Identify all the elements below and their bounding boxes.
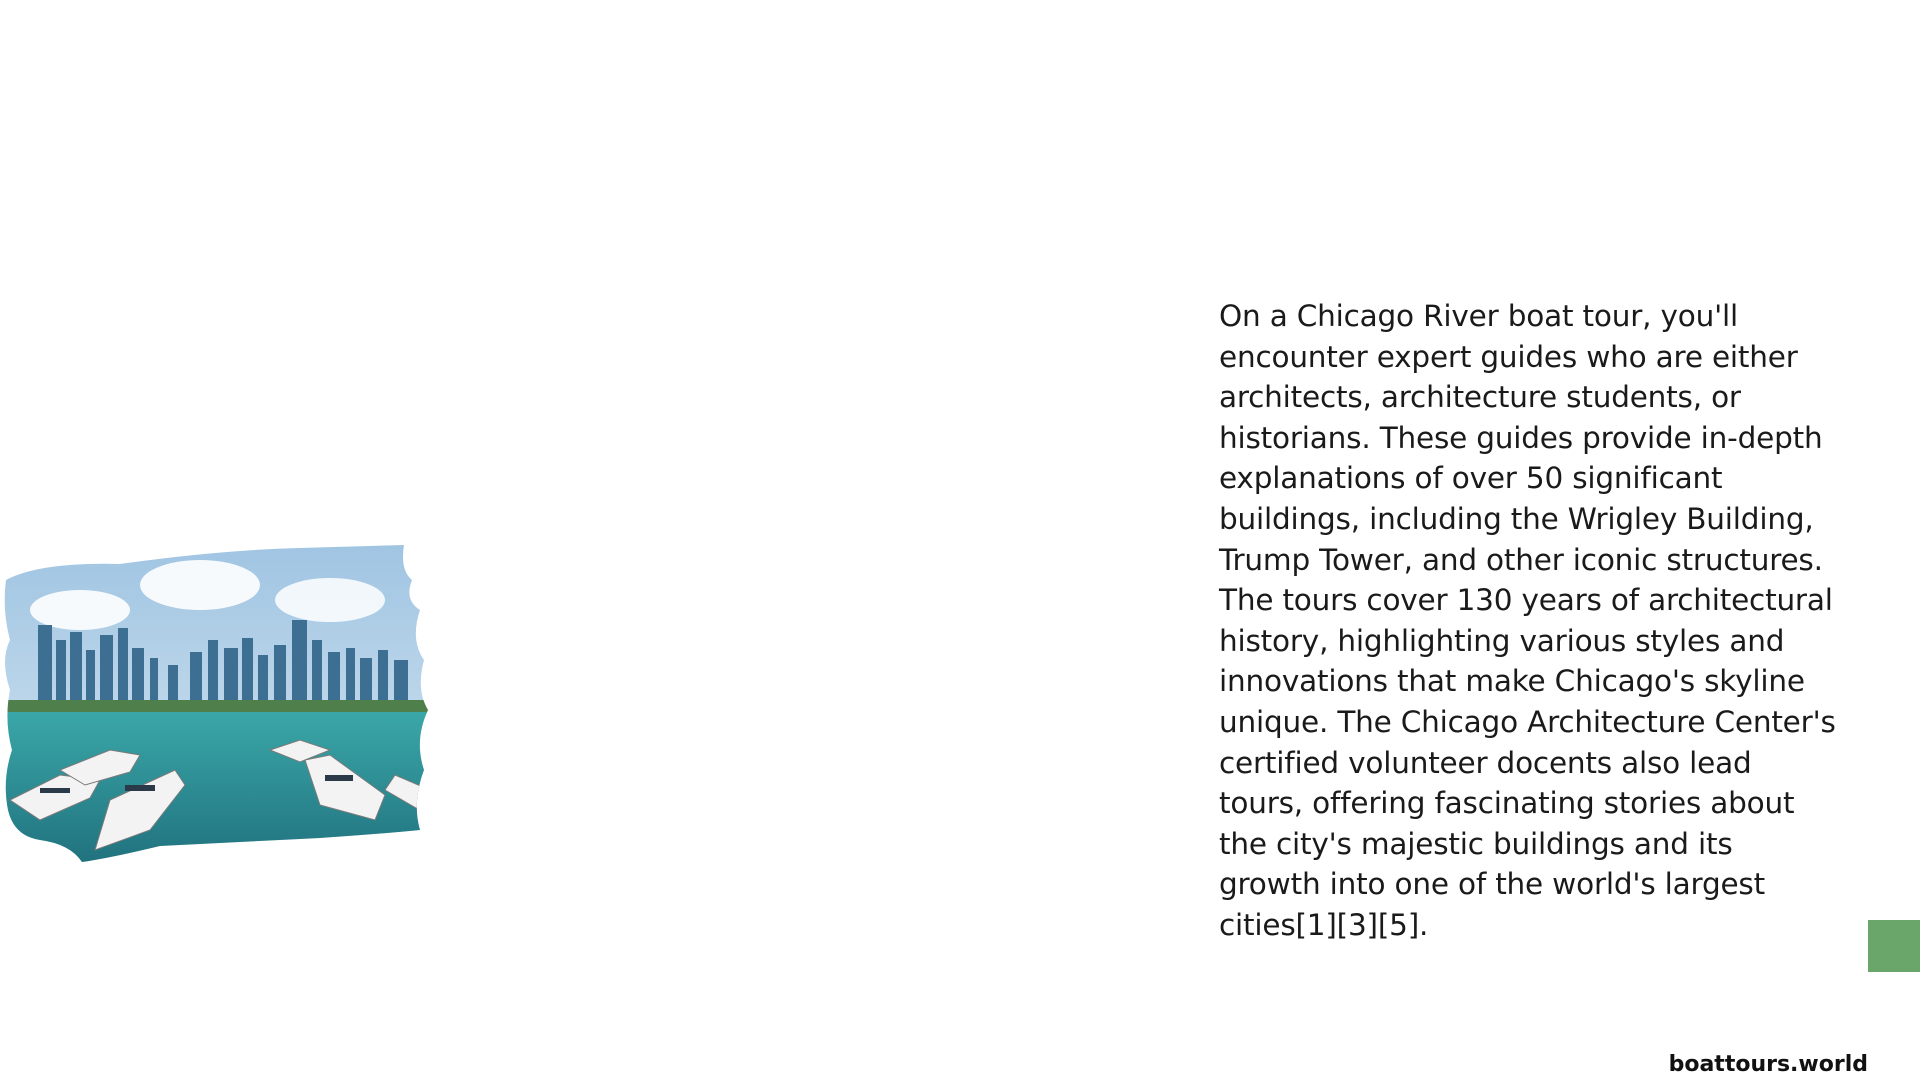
harbor-photo xyxy=(0,540,440,870)
article-paragraph: On a Chicago River boat tour, you'll encounter expert guides who are either architects, architecture students, or historians. These guides provide in-depth explanations of over 50 significant buildings, including the Wrigley Building, Trump Tower, and other iconic structures. The tours cover 130 years of architectural history, highlighting various styles and innovations that make Chicago's skyline unique. The Chicago Architecture Center's certified volunteer docents also lead tours, offering fascinating stories about the city's majestic buildings and its growth into one of the world's largest cities[1][3][5]. xyxy=(1219,299,1836,942)
site-credit: boattours.world xyxy=(1668,1052,1868,1077)
accent-square xyxy=(1868,920,1920,972)
harbor-photo-illustration xyxy=(0,540,440,870)
